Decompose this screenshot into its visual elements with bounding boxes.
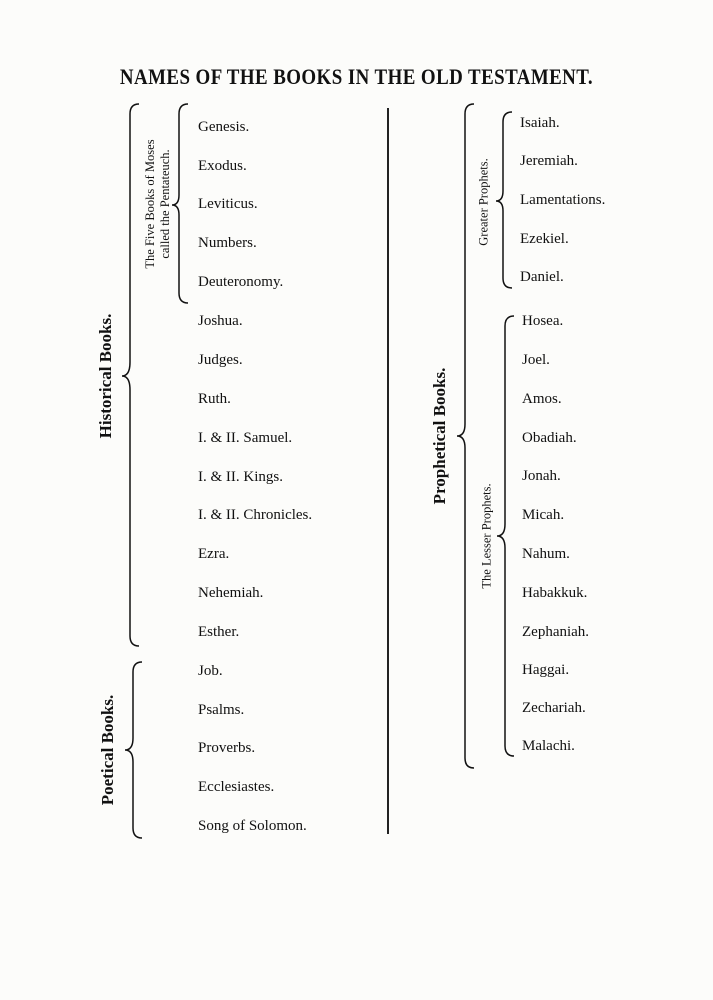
page-title: NAMES OF THE BOOKS IN THE OLD TESTAMENT. [119,64,594,89]
brace-prophetical [457,104,474,768]
pentateuch-label-line-2: called the Pentateuch. [158,149,172,259]
book-job: Job. [198,663,223,679]
pentateuch-label-line-1: The Five Books of Moses [143,139,157,269]
prophetical-books-label: Prophetical Books. [430,367,449,505]
book-genesis: Genesis. [198,119,250,135]
book-leviticus: Leviticus. [198,196,258,212]
book-numbers: Numbers. [198,235,257,251]
book-ruth: Ruth. [198,391,231,407]
book-exodus: Exodus. [198,158,247,174]
book-zechariah: Zechariah. [522,700,586,716]
book-jonah: Jonah. [522,468,561,484]
brace-greater-prophets [496,112,512,288]
book-lamentations: Lamentations. [520,192,606,208]
book-hosea: Hosea. [522,313,564,329]
brace-poetical [125,662,142,838]
book-psalms: Psalms. [198,702,245,718]
historical-books-label: Historical Books. [96,313,115,439]
book-esther: Esther. [198,624,240,640]
book-isaiah: Isaiah. [520,115,560,131]
book-nahum: Nahum. [522,546,570,562]
brace-pentateuch [172,104,188,303]
book-obadiah: Obadiah. [522,430,577,446]
book-malachi: Malachi. [522,738,575,754]
book-habakkuk: Habakkuk. [522,585,588,601]
book-proverbs: Proverbs. [198,740,256,756]
book-song-of-solomon: Song of Solomon. [198,818,307,834]
book-amos: Amos. [522,391,562,407]
book-nehemiah: Nehemiah. [198,585,264,601]
book-chronicles: I. & II. Chronicles. [198,507,313,523]
column-divider [387,108,389,834]
book-ecclesiastes: Ecclesiastes. [198,779,275,795]
book-micah: Micah. [522,507,565,523]
book-judges: Judges. [198,352,243,368]
book-jeremiah: Jeremiah. [520,153,578,169]
brace-historical [122,104,139,646]
lesser-prophets-label: The Lesser Prophets. [479,483,494,589]
book-deuteronomy: Deuteronomy. [198,274,284,290]
book-joel: Joel. [522,352,550,368]
book-samuel: I. & II. Samuel. [198,430,293,446]
poetical-books-label: Poetical Books. [98,694,117,806]
greater-prophets-label: Greater Prophets. [476,158,491,246]
book-joshua: Joshua. [198,313,243,329]
book-ezekiel: Ezekiel. [520,231,569,247]
book-zephaniah: Zephaniah. [522,624,590,640]
brace-lesser-prophets [497,316,514,756]
book-kings: I. & II. Kings. [198,469,283,485]
book-ezra: Ezra. [198,546,230,562]
pentateuch-label [143,139,173,268]
book-daniel: Daniel. [520,269,564,285]
book-haggai: Haggai. [522,662,570,678]
